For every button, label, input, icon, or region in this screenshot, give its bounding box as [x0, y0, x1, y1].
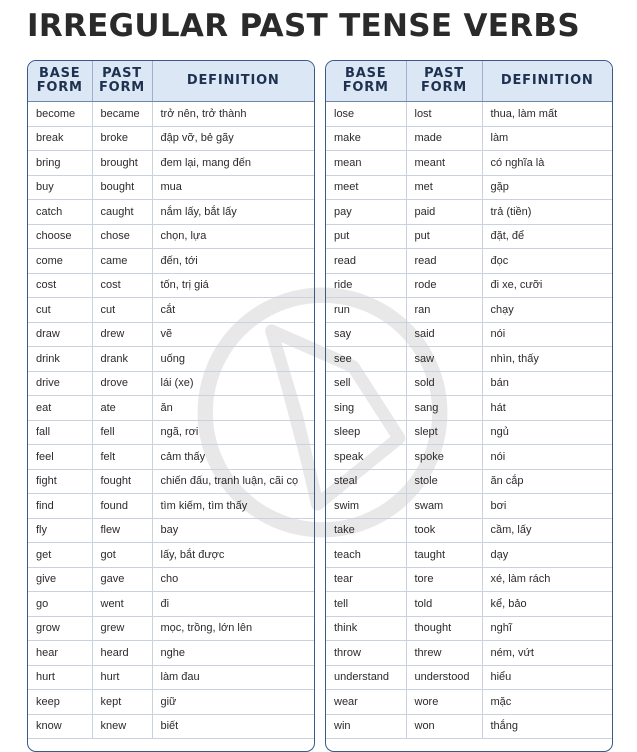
table-row [28, 396, 314, 421]
past-form-cell: caught [92, 200, 152, 225]
base-form-cell: run [326, 298, 406, 323]
past-form-cell: took [406, 518, 482, 543]
table-row [28, 494, 314, 519]
definition-cell: đọc [482, 249, 612, 274]
table-row [28, 102, 314, 127]
base-form-header: BASE FORM [326, 61, 406, 102]
past-form-cell: spoke [406, 445, 482, 470]
definition-cell: nói [482, 322, 612, 347]
base-form-cell: go [28, 592, 92, 617]
past-form-cell: sold [406, 371, 482, 396]
table-row [28, 641, 314, 666]
past-form-cell: ate [92, 396, 152, 421]
base-form-cell: cut [28, 298, 92, 323]
definition-cell: làm đau [152, 665, 314, 690]
definition-cell: chọn, lựa [152, 224, 314, 249]
base-form-cell: swim [326, 494, 406, 519]
table-row [28, 347, 314, 372]
past-form-cell: broke [92, 126, 152, 151]
definition-cell: đến, tới [152, 249, 314, 274]
past-form-cell: tore [406, 567, 482, 592]
past-form-cell: hurt [92, 665, 152, 690]
table-row [326, 616, 612, 641]
base-form-cell: take [326, 518, 406, 543]
past-form-cell: made [406, 126, 482, 151]
definition-cell: đi [152, 592, 314, 617]
definition-cell: cắt [152, 298, 314, 323]
definition-cell: cầm, lấy [482, 518, 612, 543]
definition-cell: cảm thấy [152, 445, 314, 470]
table-row [28, 151, 314, 176]
past-form-cell: swam [406, 494, 482, 519]
definition-cell: hát [482, 396, 612, 421]
table-row [326, 200, 612, 225]
base-form-cell: steal [326, 469, 406, 494]
definition-cell: mọc, trồng, lớn lên [152, 616, 314, 641]
past-form-cell: came [92, 249, 152, 274]
base-form-cell: read [326, 249, 406, 274]
base-form-cell: speak [326, 445, 406, 470]
table-row [28, 592, 314, 617]
base-form-cell: mean [326, 151, 406, 176]
table-row [326, 126, 612, 151]
past-form-cell: threw [406, 641, 482, 666]
past-form-cell: meant [406, 151, 482, 176]
table-row [28, 469, 314, 494]
table-row [28, 567, 314, 592]
table-row [28, 322, 314, 347]
base-form-cell: find [28, 494, 92, 519]
base-form-cell: hear [28, 641, 92, 666]
base-form-cell: draw [28, 322, 92, 347]
definition-cell: nói [482, 445, 612, 470]
past-form-cell: told [406, 592, 482, 617]
definition-cell: trả (tiền) [482, 200, 612, 225]
definition-cell: có nghĩa là [482, 151, 612, 176]
table-row [28, 420, 314, 445]
definition-cell: nắm lấy, bắt lấy [152, 200, 314, 225]
base-form-header: BASE FORM [28, 61, 92, 102]
table-row [326, 322, 612, 347]
definition-cell: ăn cắp [482, 469, 612, 494]
base-form-cell: think [326, 616, 406, 641]
base-form-cell: win [326, 714, 406, 739]
past-form-cell: cost [92, 273, 152, 298]
table-row [28, 445, 314, 470]
table-row [326, 396, 612, 421]
definition-cell: trở nên, trở thành [152, 102, 314, 127]
table-row [28, 175, 314, 200]
definition-cell: hiểu [482, 665, 612, 690]
past-form-cell: lost [406, 102, 482, 127]
definition-cell: thắng [482, 714, 612, 739]
base-form-cell: get [28, 543, 92, 568]
past-form-cell: drove [92, 371, 152, 396]
definition-cell: vẽ [152, 322, 314, 347]
past-form-cell: slept [406, 420, 482, 445]
past-form-cell: bought [92, 175, 152, 200]
base-form-cell: keep [28, 690, 92, 715]
base-form-cell: sleep [326, 420, 406, 445]
past-form-cell: found [92, 494, 152, 519]
base-form-cell: tell [326, 592, 406, 617]
definition-cell: bán [482, 371, 612, 396]
table-row [326, 249, 612, 274]
table-row [28, 665, 314, 690]
base-form-cell: buy [28, 175, 92, 200]
definition-cell: nghĩ [482, 616, 612, 641]
definition-cell: gặp [482, 175, 612, 200]
past-form-cell: flew [92, 518, 152, 543]
table-row [326, 151, 612, 176]
base-form-cell: hurt [28, 665, 92, 690]
definition-cell: xé, làm rách [482, 567, 612, 592]
definition-header: DEFINITION [482, 61, 612, 102]
definition-cell: biết [152, 714, 314, 739]
past-form-cell: read [406, 249, 482, 274]
table-row [326, 641, 612, 666]
definition-cell: tìm kiếm, tìm thấy [152, 494, 314, 519]
definition-cell: lấy, bắt được [152, 543, 314, 568]
definition-cell: bơi [482, 494, 612, 519]
table-row [28, 126, 314, 151]
past-form-cell: said [406, 322, 482, 347]
table-row [326, 567, 612, 592]
base-form-cell: throw [326, 641, 406, 666]
past-form-cell: heard [92, 641, 152, 666]
past-form-cell: grew [92, 616, 152, 641]
base-form-cell: feel [28, 445, 92, 470]
past-form-cell: saw [406, 347, 482, 372]
table-row [28, 200, 314, 225]
definition-cell: mặc [482, 690, 612, 715]
base-form-cell: fall [28, 420, 92, 445]
past-form-cell: felt [92, 445, 152, 470]
definition-cell: ăn [152, 396, 314, 421]
table-row [28, 616, 314, 641]
definition-cell: ném, vứt [482, 641, 612, 666]
base-form-cell: cost [28, 273, 92, 298]
base-form-cell: break [28, 126, 92, 151]
definition-cell: cho [152, 567, 314, 592]
table-row [326, 690, 612, 715]
table-row [326, 102, 612, 127]
base-form-cell: make [326, 126, 406, 151]
past-form-cell: paid [406, 200, 482, 225]
past-form-cell: cut [92, 298, 152, 323]
definition-cell: uống [152, 347, 314, 372]
definition-cell: ngã, rơi [152, 420, 314, 445]
past-form-cell: sang [406, 396, 482, 421]
table-row [326, 371, 612, 396]
page-title: IRREGULAR PAST TENSE VERBS [27, 8, 580, 44]
past-form-cell: met [406, 175, 482, 200]
past-form-header: PAST FORM [406, 61, 482, 102]
base-form-cell: grow [28, 616, 92, 641]
definition-cell: ngủ [482, 420, 612, 445]
table-row [326, 543, 612, 568]
past-form-cell: became [92, 102, 152, 127]
base-form-cell: know [28, 714, 92, 739]
definition-cell: đập vỡ, bẻ gãy [152, 126, 314, 151]
definition-cell: lái (xe) [152, 371, 314, 396]
table-row [326, 445, 612, 470]
table-row [28, 273, 314, 298]
base-form-cell: catch [28, 200, 92, 225]
past-form-header: PAST FORM [92, 61, 152, 102]
base-form-cell: drive [28, 371, 92, 396]
past-form-cell: understood [406, 665, 482, 690]
definition-cell: mua [152, 175, 314, 200]
table-row [326, 714, 612, 739]
past-form-cell: ran [406, 298, 482, 323]
table-row [28, 543, 314, 568]
table-row [326, 420, 612, 445]
base-form-cell: understand [326, 665, 406, 690]
past-form-cell: kept [92, 690, 152, 715]
base-form-cell: teach [326, 543, 406, 568]
past-form-cell: won [406, 714, 482, 739]
past-form-cell: put [406, 224, 482, 249]
definition-cell: kể, bảo [482, 592, 612, 617]
definition-cell: đặt, để [482, 224, 612, 249]
base-form-cell: fly [28, 518, 92, 543]
definition-cell: nghe [152, 641, 314, 666]
base-form-cell: come [28, 249, 92, 274]
base-form-cell: pay [326, 200, 406, 225]
past-form-cell: thought [406, 616, 482, 641]
table-row [28, 249, 314, 274]
past-form-cell: rode [406, 273, 482, 298]
definition-cell: nhìn, thấy [482, 347, 612, 372]
past-form-cell: brought [92, 151, 152, 176]
base-form-cell: sing [326, 396, 406, 421]
table-row [326, 469, 612, 494]
past-form-cell: wore [406, 690, 482, 715]
past-form-cell: got [92, 543, 152, 568]
table-row [28, 371, 314, 396]
table-row [28, 224, 314, 249]
base-form-cell: become [28, 102, 92, 127]
definition-cell: bay [152, 518, 314, 543]
past-form-cell: fell [92, 420, 152, 445]
definition-cell: chạy [482, 298, 612, 323]
past-form-cell: drank [92, 347, 152, 372]
table-row [28, 298, 314, 323]
definition-cell: tốn, trị giá [152, 273, 314, 298]
table-row [326, 494, 612, 519]
past-form-cell: taught [406, 543, 482, 568]
table-row [28, 714, 314, 739]
definition-cell: đem lại, mang đến [152, 151, 314, 176]
base-form-cell: choose [28, 224, 92, 249]
base-form-cell: lose [326, 102, 406, 127]
base-form-cell: sell [326, 371, 406, 396]
base-form-cell: give [28, 567, 92, 592]
definition-cell: chiến đấu, tranh luận, cãi cọ [152, 469, 314, 494]
past-form-cell: knew [92, 714, 152, 739]
past-form-cell: went [92, 592, 152, 617]
past-form-cell: fought [92, 469, 152, 494]
table-row [326, 518, 612, 543]
base-form-cell: drink [28, 347, 92, 372]
table-row [28, 518, 314, 543]
table-row [326, 298, 612, 323]
table-row [326, 665, 612, 690]
past-form-cell: drew [92, 322, 152, 347]
definition-cell: làm [482, 126, 612, 151]
verb-table-right [325, 60, 613, 752]
past-form-cell: stole [406, 469, 482, 494]
table-row [326, 273, 612, 298]
table-row [326, 592, 612, 617]
definition-header: DEFINITION [152, 61, 314, 102]
base-form-cell: bring [28, 151, 92, 176]
table-row [326, 347, 612, 372]
base-form-cell: tear [326, 567, 406, 592]
base-form-cell: wear [326, 690, 406, 715]
table-row [326, 224, 612, 249]
definition-cell: thua, làm mất [482, 102, 612, 127]
definition-cell: giữ [152, 690, 314, 715]
past-form-cell: gave [92, 567, 152, 592]
base-form-cell: ride [326, 273, 406, 298]
base-form-cell: say [326, 322, 406, 347]
base-form-cell: put [326, 224, 406, 249]
table-row [28, 690, 314, 715]
base-form-cell: meet [326, 175, 406, 200]
base-form-cell: fight [28, 469, 92, 494]
verb-table-left [27, 60, 315, 752]
definition-cell: dạy [482, 543, 612, 568]
definition-cell: đi xe, cưỡi [482, 273, 612, 298]
table-row [326, 175, 612, 200]
base-form-cell: see [326, 347, 406, 372]
past-form-cell: chose [92, 224, 152, 249]
base-form-cell: eat [28, 396, 92, 421]
